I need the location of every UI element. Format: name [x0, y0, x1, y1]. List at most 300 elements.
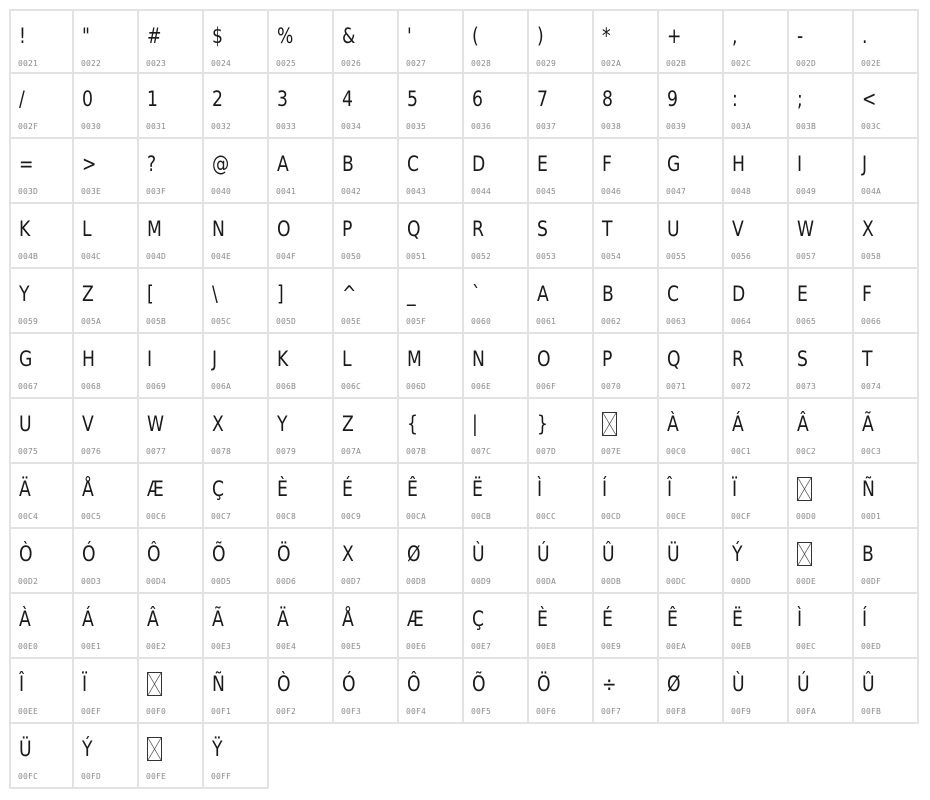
glyph-char: ] — [277, 282, 284, 306]
glyph-cell — [9, 139, 74, 204]
glyph-cell — [594, 594, 659, 659]
glyph-char: Ó — [82, 542, 96, 566]
glyph-code: 00E8 — [536, 642, 557, 651]
glyph-cell — [74, 9, 139, 74]
glyph-code: 00F8 — [666, 707, 687, 716]
glyph-cell — [139, 74, 204, 139]
glyph-code: 0031 — [146, 122, 167, 131]
glyph-code: 00EF — [81, 707, 102, 716]
glyph-cell — [204, 724, 269, 789]
glyph-code: 002D — [796, 59, 817, 68]
glyph-code: 0066 — [861, 317, 882, 326]
glyph-cell — [464, 74, 529, 139]
glyph-code: 0077 — [146, 447, 167, 456]
glyph-char: Ô — [147, 542, 161, 566]
glyph-cell — [854, 269, 919, 334]
glyph-char: ^ — [342, 282, 357, 306]
glyph-cell — [594, 334, 659, 399]
glyph-char: . — [862, 24, 868, 48]
glyph-cell — [464, 464, 529, 529]
glyph-code: 0033 — [276, 122, 297, 131]
glyph-code: 005A — [81, 317, 102, 326]
glyph-char: : — [732, 87, 738, 111]
glyph-code: 00E5 — [341, 642, 362, 651]
glyph-cell — [204, 204, 269, 269]
glyph-code: 003D — [18, 187, 39, 196]
glyph-code: 00EE — [18, 707, 39, 716]
glyph-char: K — [277, 347, 289, 371]
glyph-cell — [139, 334, 204, 399]
glyph-char: D — [732, 282, 746, 306]
glyph-code: 002E — [861, 59, 882, 68]
glyph-char: Ê — [407, 477, 418, 501]
glyph-cell — [724, 74, 789, 139]
glyph-cell — [204, 529, 269, 594]
glyph-cell — [139, 139, 204, 204]
glyph-code: 00D3 — [81, 577, 102, 586]
glyph-char: B — [862, 542, 874, 566]
glyph-code: 007A — [341, 447, 362, 456]
glyph-char: ` — [472, 282, 481, 306]
glyph-cell — [334, 9, 399, 74]
glyph-char: Î — [667, 477, 673, 501]
glyph-cell — [789, 139, 854, 204]
glyph-char: Ä — [277, 607, 289, 631]
glyph-code: 0026 — [341, 59, 362, 68]
glyph-cell — [74, 334, 139, 399]
glyph-cell — [659, 269, 724, 334]
glyph-char: E — [537, 152, 548, 176]
glyph-char: , — [732, 24, 738, 48]
glyph-code: 0036 — [471, 122, 492, 131]
glyph-char: Æ — [147, 477, 164, 501]
glyph-cell — [9, 334, 74, 399]
glyph-code: 0037 — [536, 122, 557, 131]
glyph-cell — [464, 529, 529, 594]
glyph-code: 0034 — [341, 122, 362, 131]
glyph-char: Ê — [667, 607, 678, 631]
glyph-cell — [334, 659, 399, 724]
glyph-char: X — [212, 412, 224, 436]
glyph-code: 003C — [861, 122, 882, 131]
glyph-cell — [269, 464, 334, 529]
glyph-code: 007B — [406, 447, 427, 456]
glyph-char: 1 — [147, 87, 158, 111]
glyph-char: G — [667, 152, 681, 176]
glyph-char: ; — [797, 87, 803, 111]
glyph-char: Ë — [732, 607, 743, 631]
glyph-cell — [529, 594, 594, 659]
glyph-char: + — [667, 24, 682, 48]
glyph-cell — [854, 399, 919, 464]
glyph-code: 0048 — [731, 187, 752, 196]
glyph-code: 0021 — [18, 59, 39, 68]
glyph-char: ' — [407, 24, 412, 48]
glyph-code: 00F5 — [471, 707, 492, 716]
glyph-code: 00EB — [731, 642, 752, 651]
glyph-code: 005D — [276, 317, 297, 326]
glyph-code: 0042 — [341, 187, 362, 196]
glyph-cell — [204, 139, 269, 204]
glyph-code: 0039 — [666, 122, 687, 131]
glyph-cell — [334, 139, 399, 204]
glyph-code: 0038 — [601, 122, 622, 131]
glyph-cell — [854, 9, 919, 74]
glyph-code: 0065 — [796, 317, 817, 326]
glyph-char: A — [277, 152, 289, 176]
glyph-code: 00DA — [536, 577, 557, 586]
glyph-code: 0044 — [471, 187, 492, 196]
glyph-code: 00FB — [861, 707, 882, 716]
glyph-cell — [334, 269, 399, 334]
glyph-char: 7 — [537, 87, 548, 111]
glyph-code: 0057 — [796, 252, 817, 261]
glyph-cell — [594, 464, 659, 529]
glyph-code: 0047 — [666, 187, 687, 196]
glyph-cell — [9, 724, 74, 789]
glyph-char: Á — [82, 607, 94, 631]
glyph-cell — [9, 594, 74, 659]
glyph-code: 003A — [731, 122, 752, 131]
glyph-code: 0070 — [601, 382, 622, 391]
glyph-char: À — [667, 412, 679, 436]
glyph-code: 0035 — [406, 122, 427, 131]
glyph-char: J — [862, 152, 868, 176]
glyph-cell — [269, 659, 334, 724]
glyph-cell — [334, 74, 399, 139]
glyph-code: 00DE — [796, 577, 817, 586]
glyph-code: 0024 — [211, 59, 232, 68]
glyph-cell — [724, 659, 789, 724]
glyph-code: 00CA — [406, 512, 427, 521]
glyph-cell — [529, 204, 594, 269]
glyph-code: 00F3 — [341, 707, 362, 716]
glyph-char: R — [732, 347, 744, 371]
glyph-cell — [854, 464, 919, 529]
glyph-char: I — [147, 347, 153, 371]
glyph-code: 005C — [211, 317, 232, 326]
glyph-code: 0064 — [731, 317, 752, 326]
glyph-char: & — [342, 24, 356, 48]
glyph-char: C — [667, 282, 680, 306]
glyph-char: Ñ — [212, 672, 225, 696]
glyph-cell — [724, 269, 789, 334]
glyph-cell — [464, 9, 529, 74]
glyph-cell — [789, 334, 854, 399]
glyph-char: Ä — [19, 477, 31, 501]
glyph-cell — [529, 334, 594, 399]
glyph-char: 6 — [472, 87, 483, 111]
glyph-cell — [74, 269, 139, 334]
glyph-code: 007E — [601, 447, 622, 456]
glyph-code: 00D7 — [341, 577, 362, 586]
glyph-code: 006A — [211, 382, 232, 391]
glyph-cell — [659, 529, 724, 594]
glyph-char: Å — [342, 607, 354, 631]
glyph-code: 0029 — [536, 59, 557, 68]
glyph-char: V — [732, 217, 744, 241]
glyph-code: 002F — [18, 122, 39, 131]
glyph-code: 006C — [341, 382, 362, 391]
glyph-char: Á — [732, 412, 744, 436]
glyph-code: 00FE — [146, 772, 167, 781]
glyph-char: $ — [212, 24, 223, 48]
glyph-char: Ø — [667, 672, 681, 696]
glyph-code: 00E9 — [601, 642, 622, 651]
glyph-code: 0053 — [536, 252, 557, 261]
glyph-char: B — [602, 282, 614, 306]
glyph-code: 0027 — [406, 59, 427, 68]
glyph-cell — [529, 659, 594, 724]
glyph-code: 00DF — [861, 577, 882, 586]
glyph-char: / — [19, 87, 25, 111]
glyph-cell — [269, 204, 334, 269]
glyph-code: 0062 — [601, 317, 622, 326]
glyph-char: V — [82, 412, 94, 436]
glyph-char: ) — [537, 24, 544, 48]
glyph-code: 00E0 — [18, 642, 39, 651]
glyph-char: Í — [862, 607, 868, 631]
glyph-char: 8 — [602, 87, 613, 111]
missing-glyph-icon — [602, 412, 617, 436]
glyph-char: K — [19, 217, 31, 241]
glyph-char: O — [277, 217, 291, 241]
glyph-code: 0028 — [471, 59, 492, 68]
glyph-cell — [269, 9, 334, 74]
glyph-char: T — [862, 347, 873, 371]
glyph-code: 00D0 — [796, 512, 817, 521]
glyph-char: { — [407, 412, 418, 436]
glyph-cell — [724, 9, 789, 74]
glyph-code: 0068 — [81, 382, 102, 391]
glyph-cell — [204, 9, 269, 74]
glyph-cell — [399, 9, 464, 74]
glyph-code: 005F — [406, 317, 427, 326]
glyph-code: 00E6 — [406, 642, 427, 651]
glyph-cell — [724, 464, 789, 529]
glyph-code: 0069 — [146, 382, 167, 391]
glyph-char: Q — [667, 347, 681, 371]
glyph-code: 0052 — [471, 252, 492, 261]
glyph-code: 00D5 — [211, 577, 232, 586]
glyph-cell — [399, 139, 464, 204]
glyph-code: 00F0 — [146, 707, 167, 716]
glyph-code: 0075 — [18, 447, 39, 456]
glyph-char: Û — [602, 542, 615, 566]
glyph-cell — [139, 529, 204, 594]
glyph-char: B — [342, 152, 354, 176]
glyph-char: % — [277, 24, 294, 48]
glyph-cell — [139, 204, 204, 269]
glyph-cell — [724, 399, 789, 464]
glyph-char: L — [82, 217, 92, 241]
glyph-char: = — [19, 152, 34, 176]
glyph-char: Ÿ — [212, 737, 223, 761]
glyph-code: 00E7 — [471, 642, 492, 651]
glyph-code: 00FD — [81, 772, 102, 781]
glyph-cell — [659, 594, 724, 659]
glyph-char: Â — [797, 412, 809, 436]
glyph-char: C — [407, 152, 420, 176]
glyph-cell — [464, 334, 529, 399]
glyph-char: Ç — [212, 477, 225, 501]
glyph-cell — [9, 529, 74, 594]
glyph-char: O — [537, 347, 551, 371]
glyph-code: 00E2 — [146, 642, 167, 651]
glyph-code: 006F — [536, 382, 557, 391]
glyph-cell — [594, 139, 659, 204]
glyph-char: 4 — [342, 87, 353, 111]
glyph-cell — [9, 269, 74, 334]
glyph-code: 005E — [341, 317, 362, 326]
glyph-char: \ — [212, 282, 218, 306]
glyph-code: 0071 — [666, 382, 687, 391]
glyph-cell — [139, 464, 204, 529]
glyph-char: Å — [82, 477, 94, 501]
glyph-code: 003E — [81, 187, 102, 196]
glyph-code: 0055 — [666, 252, 687, 261]
glyph-cell — [139, 9, 204, 74]
glyph-cell — [854, 74, 919, 139]
glyph-code: 00F6 — [536, 707, 557, 716]
glyph-cell — [659, 204, 724, 269]
glyph-code: 00C5 — [81, 512, 102, 521]
glyph-char: È — [277, 477, 288, 501]
glyph-code: 004A — [861, 187, 882, 196]
glyph-cell — [269, 594, 334, 659]
glyph-char: Ã — [862, 412, 874, 436]
glyph-grid — [9, 9, 921, 789]
glyph-char: @ — [212, 152, 230, 176]
glyph-cell — [789, 74, 854, 139]
glyph-cell — [789, 399, 854, 464]
glyph-code: 0025 — [276, 59, 297, 68]
glyph-code: 00C1 — [731, 447, 752, 456]
glyph-cell — [594, 659, 659, 724]
glyph-char: Y — [19, 282, 30, 306]
glyph-code: 00D1 — [861, 512, 882, 521]
glyph-char: R — [472, 217, 484, 241]
glyph-code: 00D4 — [146, 577, 167, 586]
glyph-char: Ï — [82, 672, 88, 696]
glyph-cell — [464, 269, 529, 334]
glyph-char: ! — [19, 24, 26, 48]
glyph-cell — [334, 204, 399, 269]
glyph-code: 0076 — [81, 447, 102, 456]
glyph-char: # — [147, 24, 162, 48]
glyph-char: * — [602, 24, 611, 48]
glyph-char: 0 — [82, 87, 93, 111]
glyph-char: F — [862, 282, 872, 306]
glyph-char: Ü — [667, 542, 680, 566]
glyph-char: Ë — [472, 477, 483, 501]
glyph-cell — [399, 204, 464, 269]
glyph-cell — [269, 399, 334, 464]
glyph-char: Ò — [277, 672, 291, 696]
glyph-cell — [9, 399, 74, 464]
glyph-cell — [139, 269, 204, 334]
glyph-code: 00F1 — [211, 707, 232, 716]
glyph-cell — [724, 139, 789, 204]
glyph-cell — [269, 74, 334, 139]
glyph-char: Y — [277, 412, 288, 436]
glyph-char: ÷ — [602, 672, 617, 696]
glyph-code: 0074 — [861, 382, 882, 391]
glyph-char: S — [537, 217, 548, 241]
glyph-cell — [9, 74, 74, 139]
glyph-cell — [854, 529, 919, 594]
glyph-char: H — [82, 347, 95, 371]
glyph-cell — [204, 464, 269, 529]
glyph-cell — [204, 269, 269, 334]
glyph-char: X — [342, 542, 354, 566]
glyph-cell — [74, 659, 139, 724]
glyph-char: É — [342, 477, 353, 501]
glyph-code: 00FC — [18, 772, 39, 781]
glyph-cell — [334, 334, 399, 399]
glyph-char: Õ — [472, 672, 486, 696]
glyph-code: 0022 — [81, 59, 102, 68]
glyph-cell — [399, 659, 464, 724]
glyph-cell — [464, 399, 529, 464]
glyph-cell — [789, 204, 854, 269]
glyph-cell — [139, 399, 204, 464]
glyph-cell — [789, 464, 854, 529]
glyph-cell — [334, 399, 399, 464]
glyph-code: 004B — [18, 252, 39, 261]
glyph-char: Ú — [537, 542, 550, 566]
glyph-char: < — [862, 87, 877, 111]
glyph-cell — [204, 399, 269, 464]
glyph-char: Í — [602, 477, 608, 501]
glyph-cell — [139, 724, 204, 789]
glyph-code: 00C7 — [211, 512, 232, 521]
glyph-char: Ì — [537, 477, 543, 501]
glyph-char: S — [797, 347, 808, 371]
glyph-cell — [594, 529, 659, 594]
glyph-char: 3 — [277, 87, 288, 111]
glyph-char: X — [862, 217, 874, 241]
glyph-cell — [139, 594, 204, 659]
glyph-cell — [464, 139, 529, 204]
glyph-code: 0049 — [796, 187, 817, 196]
glyph-char: Ò — [19, 542, 33, 566]
glyph-char: Ö — [537, 672, 551, 696]
glyph-cell — [74, 724, 139, 789]
glyph-cell — [529, 74, 594, 139]
glyph-code: 0041 — [276, 187, 297, 196]
glyph-cell — [139, 659, 204, 724]
glyph-cell — [724, 334, 789, 399]
glyph-code: 0050 — [341, 252, 362, 261]
glyph-char: Ö — [277, 542, 291, 566]
glyph-cell — [659, 659, 724, 724]
glyph-cell — [854, 139, 919, 204]
glyph-code: 00CC — [536, 512, 557, 521]
glyph-cell — [9, 204, 74, 269]
glyph-char: D — [472, 152, 486, 176]
glyph-code: 0060 — [471, 317, 492, 326]
missing-glyph-icon — [797, 477, 812, 501]
glyph-code: 00C4 — [18, 512, 39, 521]
glyph-cell — [529, 464, 594, 529]
glyph-cell — [204, 659, 269, 724]
glyph-code: 00E4 — [276, 642, 297, 651]
glyph-code: 00C3 — [861, 447, 882, 456]
glyph-code: 003B — [796, 122, 817, 131]
glyph-cell — [594, 204, 659, 269]
glyph-code: 002C — [731, 59, 752, 68]
